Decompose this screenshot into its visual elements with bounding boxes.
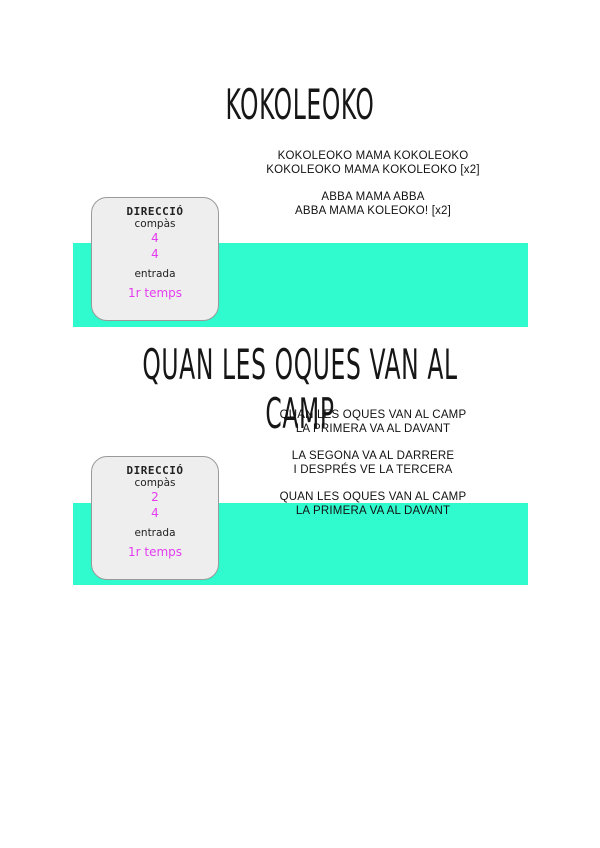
entrada-value: 1r temps <box>127 545 183 559</box>
lyric-line: KOKOLEOKO MAMA KOKOLEOKO [x2] <box>266 164 480 176</box>
lyric-line: QUAN LES OQUES VAN AL CAMP <box>279 491 467 503</box>
direction-heading: DIRECCIÓ <box>126 464 184 477</box>
song2-lyrics <box>248 408 498 531</box>
lyric-line: KOKOLEOKO MAMA KOKOLEOKO <box>277 150 469 162</box>
compas-label: compàs <box>134 477 176 489</box>
song1-stanza-2 <box>248 190 498 218</box>
lyric-line: ABBA MAMA KOLEOKO! [x2] <box>294 205 452 217</box>
lyric-line: LA PRIMERA VA AL DAVANT <box>295 505 451 517</box>
song1-title: KOKOLEOKO <box>225 80 375 129</box>
song2-stanza-2 <box>248 449 498 477</box>
entrada-label: entrada <box>134 268 176 280</box>
song1-stanza-1 <box>248 149 498 177</box>
lyric-line: QUAN LES OQUES VAN AL CAMP <box>279 409 467 421</box>
direction-heading: DIRECCIÓ <box>126 205 184 218</box>
lyric-line: I DESPRÉS VE LA TERCERA <box>293 464 453 476</box>
lyric-line: ABBA MAMA ABBA <box>321 191 425 203</box>
song2-title: QUAN LES OQUES VAN AL CAMP <box>142 340 458 438</box>
song2-stanza-3 <box>248 490 498 518</box>
song1-lyrics <box>248 149 498 231</box>
time-signature-top: 4 <box>151 231 159 245</box>
song2-stanza-1 <box>248 408 498 436</box>
song2-direction-card <box>91 456 219 580</box>
time-signature-top: 2 <box>151 490 159 504</box>
time-signature-bottom: 4 <box>151 247 159 261</box>
compas-label: compàs <box>134 218 176 230</box>
lyric-line: LA SEGONA VA AL DARRERE <box>291 450 455 462</box>
song1-direction-card <box>91 197 219 321</box>
lyric-line: LA PRIMERA VA AL DAVANT <box>295 423 451 435</box>
time-signature-bottom: 4 <box>151 506 159 520</box>
entrada-label: entrada <box>134 527 176 539</box>
entrada-value: 1r temps <box>127 286 183 300</box>
